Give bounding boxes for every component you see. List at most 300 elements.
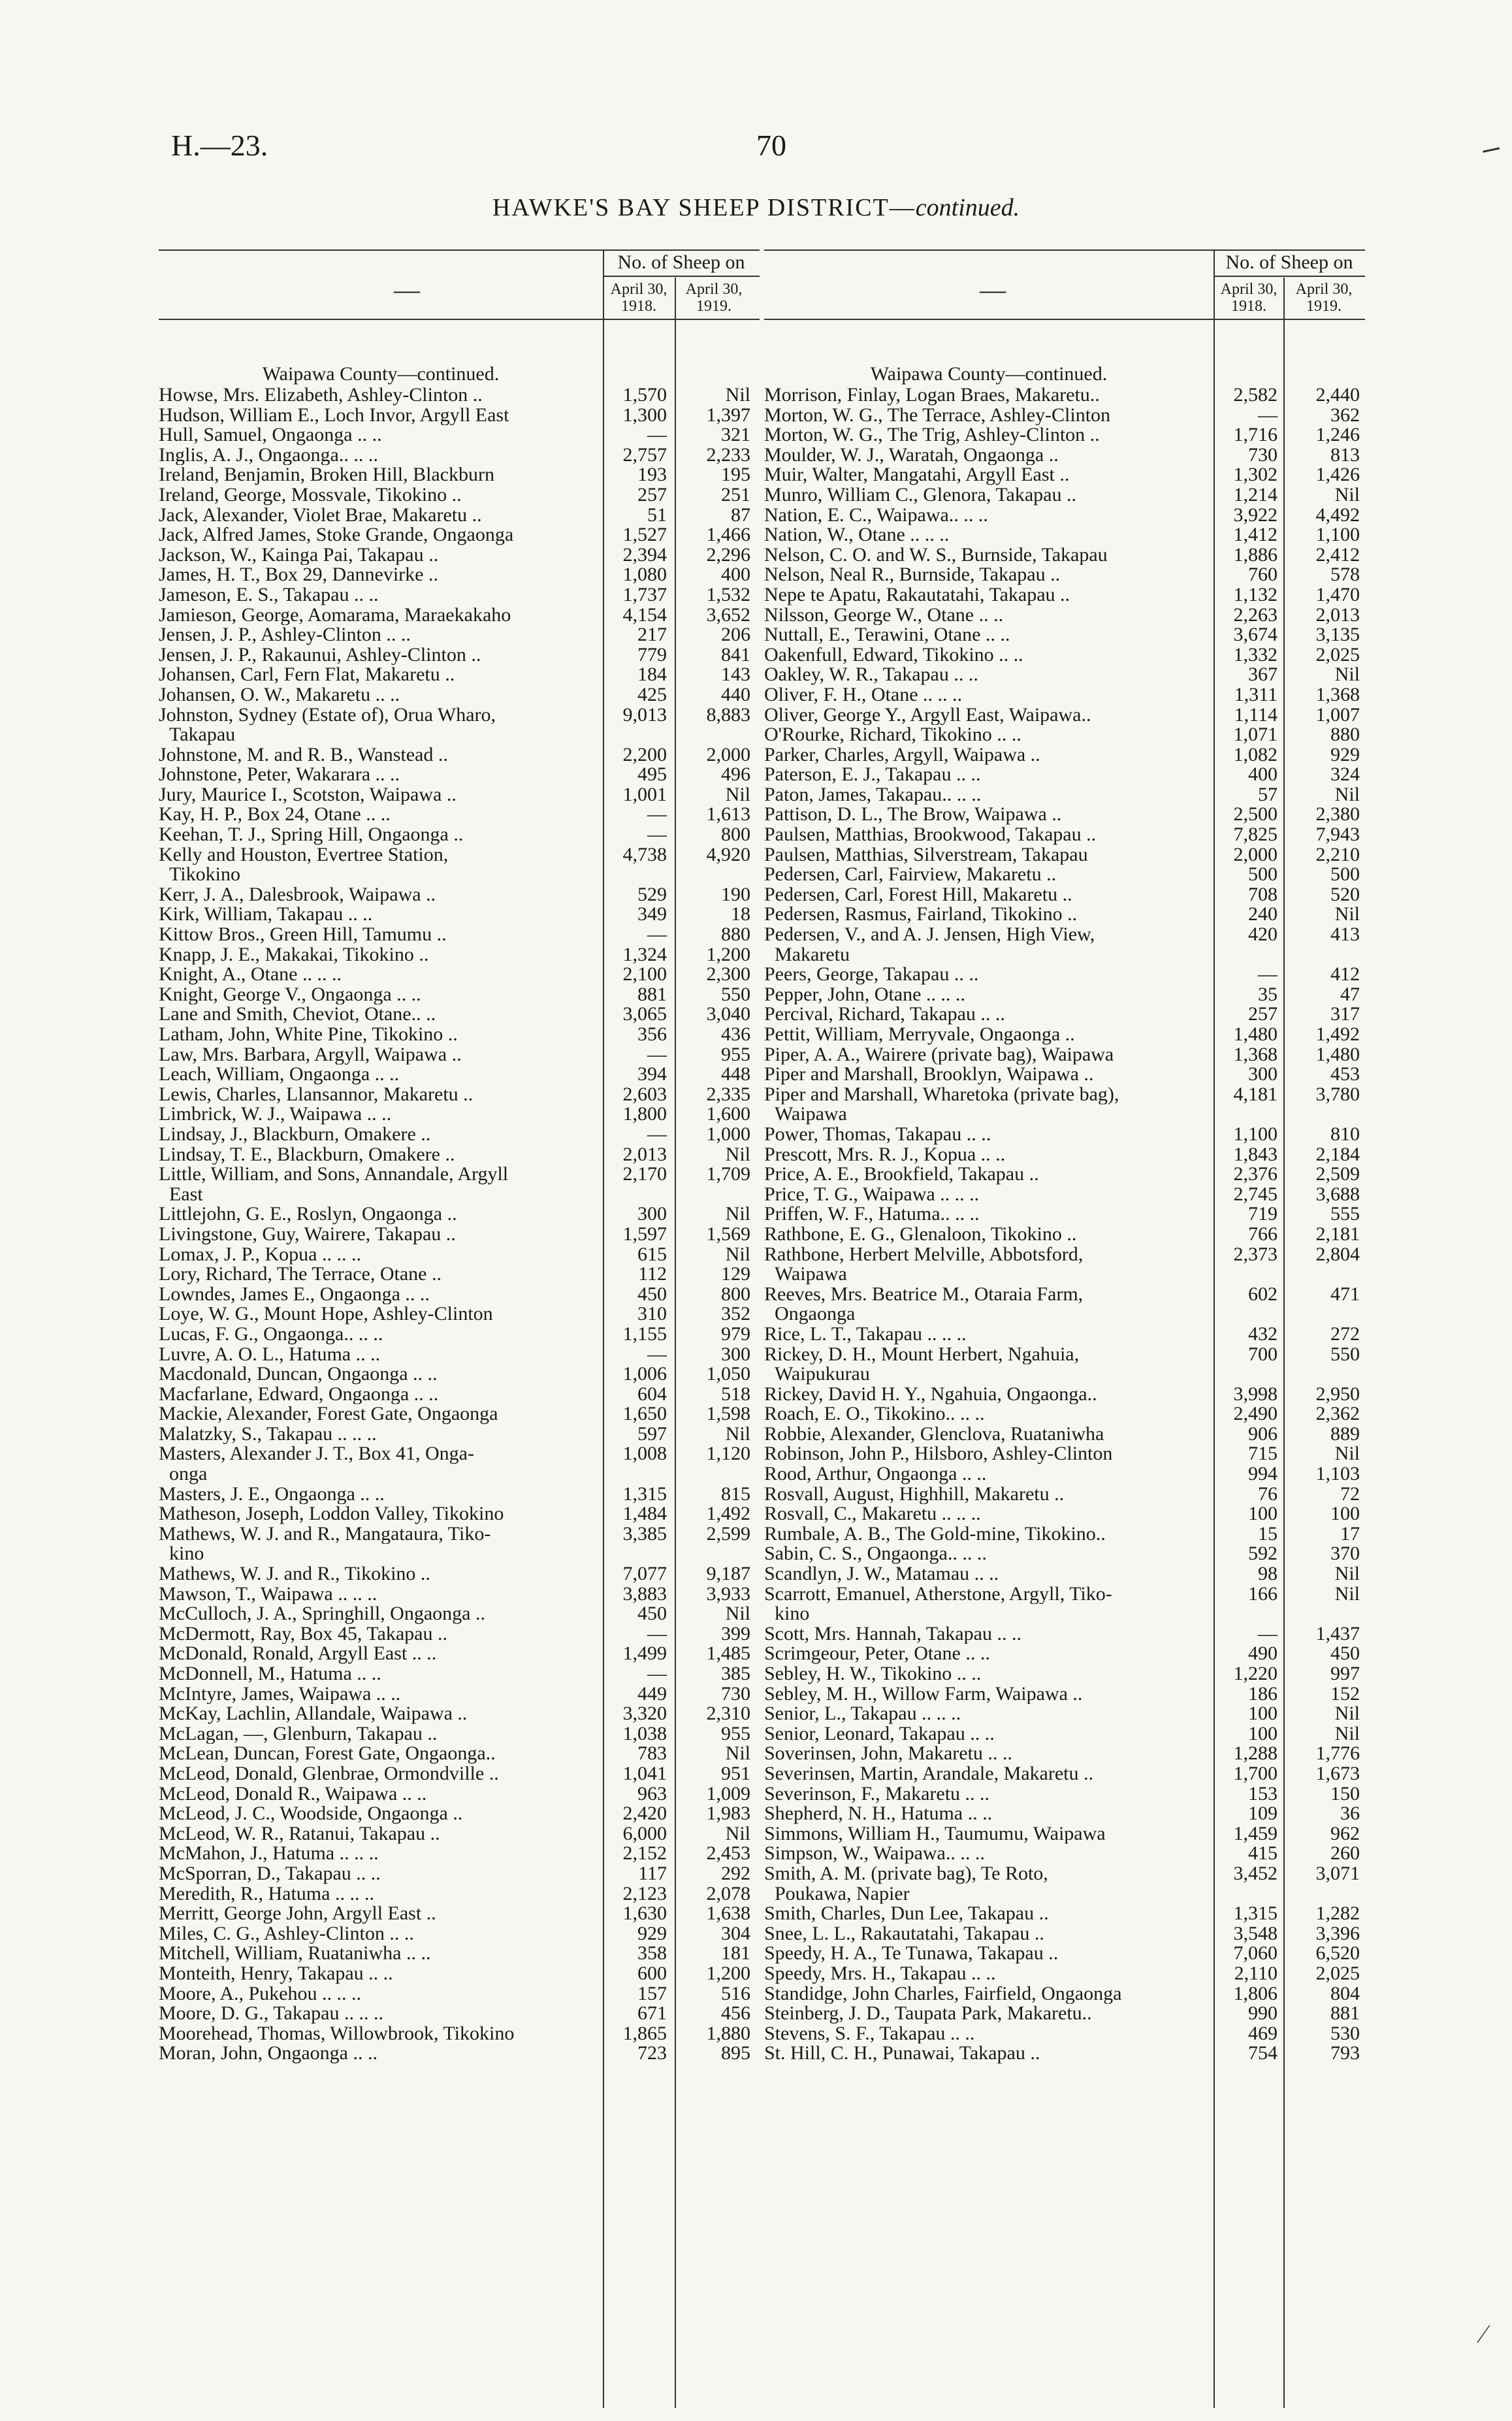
owner-name: Takapau — [169, 725, 236, 745]
table-row — [764, 1804, 1365, 1824]
table-row — [159, 2004, 760, 2024]
table-row — [159, 1345, 760, 1365]
sheep-1919: 962 — [1330, 1822, 1360, 1844]
sheep-1918: 1,886 — [1233, 543, 1278, 566]
owner-name: Soverinsen, John, Makaretu .. .. — [764, 1744, 1012, 1764]
table-row — [159, 1285, 760, 1305]
table-row — [159, 1245, 760, 1265]
table-row — [159, 1204, 760, 1225]
sheep-1919: 292 — [721, 1862, 750, 1884]
owner-name: Oakley, W. R., Takapau .. .. — [764, 665, 978, 685]
owner-name: Jack, Alexander, Violet Brae, Makaretu .. — [159, 505, 482, 526]
sheep-1919: 2,599 — [706, 1522, 750, 1545]
owner-name: Pattison, D. L., The Brow, Waipawa .. — [764, 805, 1062, 826]
header-1918: April 30, 1918. — [610, 281, 668, 315]
sheep-1918: — — [647, 1123, 667, 1145]
owner-name: Kelly and Houston, Evertree Station, — [159, 844, 449, 865]
table-row — [764, 765, 1365, 785]
owner-name: Lowndes, James E., Ongaonga .. .. — [159, 1284, 430, 1305]
sheep-1919: Nil — [1334, 903, 1360, 925]
sheep-1918: — — [647, 1043, 667, 1065]
sheep-1919: Nil — [725, 1243, 750, 1265]
table-row — [159, 1984, 760, 2004]
sheep-1919: 1,569 — [706, 1223, 750, 1245]
sheep-1918: 1,324 — [622, 943, 667, 965]
sheep-1919: 2,025 — [1315, 643, 1360, 665]
owner-name: Morton, W. G., The Trig, Ashley-Clinton .. — [764, 425, 1100, 445]
table-row — [159, 1304, 760, 1324]
sheep-1918: 57 — [1258, 783, 1278, 805]
sheep-1918: 929 — [637, 1922, 667, 1944]
owner-name: Poukawa, Napier — [775, 1884, 910, 1904]
table-row — [159, 1364, 760, 1385]
sheep-1918: 1,527 — [622, 524, 667, 546]
owner-name: Sebley, H. W., Tikokino .. .. — [764, 1664, 982, 1684]
sheep-1919: 450 — [1330, 1643, 1360, 1665]
sheep-1918: — — [1258, 963, 1278, 986]
sheep-1919: 813 — [1330, 443, 1360, 466]
owner-name: McCulloch, J. A., Springhill, Ongaonga .. — [159, 1604, 485, 1624]
owner-name: Smith, A. M. (private bag), Te Roto, — [764, 1863, 1048, 1884]
table-row — [159, 1964, 760, 1984]
sheep-1918: 604 — [637, 1383, 667, 1405]
table-row — [159, 1884, 760, 1904]
sheep-1918: 1,484 — [622, 1503, 667, 1525]
table-row — [764, 825, 1365, 845]
sheep-1919: 1,480 — [1315, 1043, 1360, 1065]
owner-name: Moore, A., Pukehou .. .. .. — [159, 1983, 361, 2004]
sheep-1919: 979 — [721, 1323, 750, 1345]
owner-name: McKay, Lachlin, Allandale, Waipawa .. — [159, 1704, 468, 1724]
particulars-blank: — — [394, 275, 420, 304]
sheep-1918: 1,412 — [1233, 524, 1278, 546]
sheep-1918: 3,385 — [622, 1522, 667, 1545]
sheep-1918: 1,082 — [1233, 743, 1278, 765]
table-row — [159, 545, 760, 566]
owner-name: Paulsen, Matthias, Brookwood, Takapau .. — [764, 825, 1097, 845]
sheep-1919: 895 — [721, 2042, 750, 2064]
sheep-1919: Nil — [1334, 1722, 1360, 1744]
owner-name: Mitchell, William, Ruataniwha .. .. — [159, 1944, 431, 1964]
owner-name: Matheson, Joseph, Loddon Valley, Tikokino — [159, 1504, 504, 1524]
table-row — [159, 1185, 760, 1205]
sheep-1919: 1,673 — [1315, 1762, 1360, 1784]
table-row — [159, 1824, 760, 1844]
table-row — [159, 525, 760, 545]
sheep-1919: 1,532 — [706, 583, 750, 605]
owner-name: Piper and Marshall, Brooklyn, Waipawa .. — [764, 1065, 1094, 1085]
owner-name: Monteith, Henry, Takapau .. .. — [159, 1963, 393, 1984]
sheep-1919: Nil — [725, 783, 750, 805]
sheep-1918: 1,597 — [622, 1223, 667, 1245]
owner-name: Howse, Mrs. Elizabeth, Ashley-Clinton .. — [159, 385, 483, 406]
sheep-1918: 415 — [1248, 1842, 1278, 1865]
owner-name: Leach, William, Ongaonga .. .. — [159, 1065, 400, 1085]
table-row — [764, 1045, 1365, 1065]
table-row — [159, 785, 760, 805]
table-row — [159, 1544, 760, 1564]
sheep-1918: 310 — [637, 1303, 667, 1325]
owner-name: Lucas, F. G., Ongaonga.. .. .. — [159, 1324, 383, 1345]
sheep-1918: 98 — [1258, 1563, 1278, 1585]
sheep-1919: 436 — [721, 1023, 750, 1045]
owner-name: Moorehead, Thomas, Willowbrook, Tikokino — [159, 2023, 515, 2044]
sheep-1919: 100 — [1330, 1503, 1360, 1525]
table-row — [764, 525, 1365, 545]
table-row — [764, 585, 1365, 605]
sheep-1918: 100 — [1248, 1722, 1278, 1744]
sheep-1918: 2,100 — [622, 963, 667, 986]
owner-name: Knight, George V., Ongaonga .. .. — [159, 984, 421, 1005]
sheep-1919: 7,943 — [1315, 824, 1360, 846]
sheep-1919: 440 — [721, 683, 750, 705]
table-row — [764, 1324, 1365, 1345]
sheep-1918: 1,114 — [1234, 703, 1278, 726]
right-column — [764, 242, 1365, 2403]
sheep-1918: 76 — [1258, 1483, 1278, 1505]
owner-name: Nation, E. C., Waipawa.. .. .. — [764, 505, 988, 526]
table-row — [159, 1924, 760, 1944]
owner-name: Littlejohn, G. E., Roslyn, Ongaonga .. — [159, 1204, 457, 1225]
table-row — [159, 1624, 760, 1644]
table-row — [764, 845, 1365, 865]
sheep-1918: — — [647, 1663, 667, 1684]
sheep-1918: 1,700 — [1233, 1762, 1278, 1784]
sheep-1918: 257 — [637, 483, 667, 505]
sheep-1919: 2,412 — [1315, 543, 1360, 566]
owner-name: Senior, Leonard, Takapau .. .. — [764, 1724, 995, 1744]
sheep-1918: 1,800 — [622, 1103, 667, 1125]
table-row — [764, 925, 1365, 945]
owner-name: Simpson, W., Waipawa.. .. .. — [764, 1844, 985, 1864]
sheep-1919: 2,950 — [1315, 1383, 1360, 1405]
sheep-1919: 500 — [1330, 863, 1360, 886]
sheep-1918: 257 — [1248, 1003, 1278, 1025]
sheep-1918: 700 — [1248, 1343, 1278, 1365]
sheep-1918: 500 — [1248, 863, 1278, 886]
owner-name: Rosvall, C., Makaretu .. .. .. — [764, 1504, 981, 1524]
owner-name: Lindsay, T. E., Blackburn, Omakere .. — [159, 1144, 455, 1165]
margin-mark-bottom: ⁄ — [1481, 2319, 1486, 2349]
sheep-1919: Nil — [1334, 664, 1360, 686]
sheep-1918: 990 — [1248, 2002, 1278, 2025]
table-row — [159, 1424, 760, 1445]
table-row — [764, 1864, 1365, 1884]
sheep-1918: 9,013 — [622, 703, 667, 726]
sheep-1918: 1,315 — [622, 1483, 667, 1505]
page-number: 70 — [756, 129, 786, 162]
sheep-1918: 300 — [637, 1203, 667, 1225]
owner-name: Inglis, A. J., Ongaonga.. .. .. — [159, 445, 378, 466]
table-row — [764, 1964, 1365, 1984]
table-row — [159, 665, 760, 685]
owner-name: McLeod, Donald, Glenbrae, Ormondville .. — [159, 1763, 499, 1784]
sheep-1918: 1,300 — [622, 404, 667, 426]
sheep-1918: 300 — [1248, 1063, 1278, 1085]
title-continued: continued. — [915, 194, 1020, 221]
owner-name: Kirk, William, Takapau .. .. — [159, 905, 373, 925]
owner-name: Robinson, John P., Hilsboro, Ashley-Clinton — [764, 1444, 1113, 1465]
table-row — [159, 1664, 760, 1684]
sheep-1918: 2,394 — [622, 543, 667, 566]
sheep-1919: 8,883 — [706, 703, 750, 726]
sheep-1918: 760 — [1248, 564, 1278, 586]
sheep-1919: 321 — [721, 424, 750, 446]
sheep-1919: 399 — [721, 1622, 750, 1644]
table-row — [159, 965, 760, 985]
owner-name: Scrimgeour, Peter, Otane .. .. — [764, 1644, 990, 1664]
sheep-1919: 1,598 — [706, 1403, 750, 1425]
sheep-1919: Nil — [725, 1742, 750, 1765]
sheep-1919: 2,804 — [1315, 1243, 1360, 1265]
owner-name: Kerr, J. A., Dalesbrook, Waipawa .. — [159, 884, 436, 905]
sheep-1918: 1,843 — [1233, 1143, 1278, 1165]
sheep-1918: 51 — [647, 504, 667, 526]
owner-name: Ireland, Benjamin, Broken Hill, Blackburn — [159, 465, 495, 485]
table-row — [764, 1345, 1365, 1365]
sheep-1918: 7,060 — [1233, 1942, 1278, 1964]
sheep-1919: 2,078 — [706, 1882, 750, 1904]
table-row — [159, 945, 760, 965]
sheep-1919: 385 — [721, 1663, 750, 1684]
sheep-1919: 951 — [721, 1762, 750, 1784]
owner-name: Hull, Samuel, Ongaonga .. .. — [159, 425, 382, 445]
sheep-1918: 615 — [637, 1243, 667, 1265]
table-row — [159, 1744, 760, 1764]
table-row — [764, 945, 1365, 965]
owner-name: Rice, L. T., Takapau .. .. .. — [764, 1324, 967, 1345]
table-row — [159, 905, 760, 925]
owner-name: Severinsen, Martin, Arandale, Makaretu .. — [764, 1763, 1094, 1784]
sheep-1919: 3,071 — [1315, 1862, 1360, 1884]
owner-name: Nepe te Apatu, Rakautatahi, Takapau .. — [764, 585, 1070, 605]
particulars-blank: — — [980, 275, 1006, 304]
sheep-1919: 1,246 — [1315, 424, 1360, 446]
owner-name: Stevens, S. F., Takapau .. .. — [764, 2023, 975, 2044]
sheep-1919: 530 — [1330, 2022, 1360, 2044]
sheep-1918: 1,332 — [1233, 643, 1278, 665]
sheep-1918: 2,263 — [1233, 603, 1278, 626]
sheep-1919: 550 — [1330, 1343, 1360, 1365]
table-row — [159, 645, 760, 665]
owner-name: Pedersen, Rasmus, Fairland, Tikokino .. — [764, 905, 1078, 925]
sheep-1919: 496 — [721, 763, 750, 786]
sheep-1918: 2,152 — [622, 1842, 667, 1865]
table-row — [159, 605, 760, 626]
table-row — [764, 1624, 1365, 1644]
sheep-1918: 3,998 — [1233, 1383, 1278, 1405]
sheep-1919: 3,933 — [706, 1582, 750, 1605]
sheep-1919: 87 — [731, 504, 750, 526]
sheep-1919: 793 — [1330, 2042, 1360, 2064]
table-row — [764, 665, 1365, 685]
right-rows — [764, 385, 1365, 2064]
owner-name: Johansen, O. W., Makaretu .. .. — [159, 684, 400, 705]
table-row — [159, 1225, 760, 1245]
sheep-1918: 2,582 — [1233, 384, 1278, 406]
sheep-1919: 448 — [721, 1063, 750, 1085]
owner-name: Jameson, E. S., Takapau .. .. — [159, 585, 379, 605]
table-row — [764, 1824, 1365, 1844]
table-row — [764, 1564, 1365, 1584]
owner-name: Severinson, F., Makaretu .. .. — [764, 1784, 990, 1804]
sheep-1918: 1,737 — [622, 583, 667, 605]
sheep-1919: 1,120 — [706, 1443, 750, 1465]
sheep-1919: 1,100 — [1315, 524, 1360, 546]
owner-name: Muir, Walter, Mangatahi, Argyll East .. — [764, 465, 1070, 485]
owner-name: Lindsay, J., Blackburn, Omakere .. — [159, 1124, 431, 1145]
sheep-1918: — — [647, 923, 667, 946]
sheep-1918: 1,001 — [622, 783, 667, 805]
sheep-1919: 1,437 — [1315, 1622, 1360, 1644]
owner-name: O'Rourke, Richard, Tikokino .. .. — [764, 725, 1021, 745]
table-row — [764, 1424, 1365, 1445]
table-row — [764, 645, 1365, 665]
table-row — [159, 1045, 760, 1065]
sheep-1919: 9,187 — [706, 1563, 750, 1585]
sheep-1918: 4,181 — [1233, 1083, 1278, 1105]
sheep-1919: 190 — [721, 883, 750, 905]
owner-name: Percival, Richard, Takapau .. .. — [764, 1004, 1005, 1025]
sheep-1918: 109 — [1248, 1803, 1278, 1825]
sheep-1918: 715 — [1248, 1443, 1278, 1465]
table-row — [159, 1704, 760, 1724]
table-row — [764, 406, 1365, 426]
owner-name: McLeod, Donald R., Waipawa .. .. — [159, 1784, 427, 1804]
margin-mark-top — [1483, 148, 1502, 165]
sheep-1918: 186 — [1248, 1682, 1278, 1705]
sheep-1919: 800 — [721, 824, 750, 846]
table-row — [159, 585, 760, 605]
sheep-1918: — — [647, 1622, 667, 1644]
sheep-1918: 1,132 — [1233, 583, 1278, 605]
table-row — [159, 1404, 760, 1424]
table-row — [764, 745, 1365, 765]
sheep-1918: 4,738 — [622, 843, 667, 865]
sheep-1918: 100 — [1248, 1703, 1278, 1725]
table-row — [159, 406, 760, 426]
sheep-1918: 2,376 — [1233, 1163, 1278, 1185]
sheep-1919: 2,362 — [1315, 1403, 1360, 1425]
sheep-1918: 490 — [1248, 1643, 1278, 1665]
sheep-1918: 602 — [1248, 1283, 1278, 1305]
table-row — [159, 1724, 760, 1744]
sheep-1919: 324 — [1330, 763, 1360, 786]
sheep-1918: 597 — [637, 1422, 667, 1445]
sheep-1919: 260 — [1330, 1842, 1360, 1865]
sheep-1918: 1,288 — [1233, 1742, 1278, 1765]
sheep-1918: 1,630 — [622, 1902, 667, 1925]
table-row — [159, 1764, 760, 1784]
table-row — [159, 1804, 760, 1824]
sheep-1919: 810 — [1330, 1123, 1360, 1145]
sheep-1919: 1,368 — [1315, 683, 1360, 705]
table-row — [159, 845, 760, 865]
sheep-1918: 1,100 — [1233, 1123, 1278, 1145]
sheep-1918: — — [647, 424, 667, 446]
table-row — [764, 725, 1365, 745]
sheep-1919: 1,426 — [1315, 464, 1360, 486]
table-row — [159, 1604, 760, 1624]
table-row — [764, 1285, 1365, 1305]
table-row — [159, 1085, 760, 1105]
owner-name: Waipukurau — [775, 1364, 870, 1385]
table-row — [764, 1065, 1365, 1085]
table-row — [764, 1125, 1365, 1145]
table-row — [764, 1164, 1365, 1185]
owner-name: Knight, A., Otane .. .. .. — [159, 965, 342, 985]
county-heading: Waipawa County—continued. — [870, 363, 1108, 385]
table-row — [764, 1884, 1365, 1904]
owner-name: Rickey, D. H., Mount Herbert, Ngahuia, — [764, 1344, 1080, 1365]
table-row — [159, 765, 760, 785]
sheep-1919: 2,300 — [706, 963, 750, 986]
sheep-1919: 1,613 — [706, 803, 750, 826]
owner-name: Keehan, T. J., Spring Hill, Ongaonga .. — [159, 825, 464, 845]
table-row — [764, 2004, 1365, 2024]
sheep-1919: 181 — [721, 1942, 750, 1964]
table-row — [159, 1644, 760, 1664]
table-row — [159, 1324, 760, 1345]
sheep-1919: Nil — [725, 1603, 750, 1625]
owner-name: Pedersen, Carl, Fairview, Makaretu .. — [764, 865, 1057, 885]
owner-name: kino — [169, 1544, 204, 1565]
sheep-1918: 394 — [637, 1063, 667, 1085]
sheep-1919: 2,181 — [1315, 1223, 1360, 1245]
owner-name: Sabin, C. S., Ongaonga.. .. .. — [764, 1544, 987, 1565]
sheep-1918: 1,315 — [1233, 1902, 1278, 1925]
sheep-1918: 4,154 — [622, 603, 667, 626]
sheep-1918: 449 — [637, 1682, 667, 1705]
sheep-1919: 1,492 — [706, 1503, 750, 1525]
sheep-1919: 304 — [721, 1922, 750, 1944]
sheep-1919: 815 — [721, 1483, 750, 1505]
sheep-1918: 1,716 — [1233, 424, 1278, 446]
owner-name: Mackie, Alexander, Forest Gate, Ongaonga — [159, 1404, 498, 1424]
sheep-1918: 2,603 — [622, 1083, 667, 1105]
table-row — [159, 685, 760, 705]
owner-name: Parker, Charles, Argyll, Waipawa .. — [764, 745, 1040, 765]
sheep-1919: 800 — [721, 1283, 750, 1305]
sheep-1919: 2,000 — [706, 743, 750, 765]
table-row — [764, 1364, 1365, 1385]
table-row — [159, 625, 760, 645]
sheep-1918: 3,065 — [622, 1003, 667, 1025]
owner-name: Luvre, A. O. L., Hatuma .. .. — [159, 1344, 381, 1365]
owner-name: Roach, E. O., Tikokino.. .. .. — [764, 1404, 985, 1424]
sheep-1919: Nil — [725, 1822, 750, 1844]
owner-name: Macdonald, Duncan, Ongaonga .. .. — [159, 1364, 438, 1385]
table-row — [159, 445, 760, 466]
sheep-1919: 206 — [721, 624, 750, 646]
sheep-1918: 184 — [637, 664, 667, 686]
sheep-1919: 1,050 — [706, 1363, 750, 1385]
owner-name: Piper and Marshall, Wharetoka (private bag), — [764, 1084, 1119, 1105]
owner-name: Nelson, C. O. and W. S., Burnside, Takapau — [764, 545, 1108, 566]
sheep-1918: 2,757 — [622, 443, 667, 466]
table-row — [159, 865, 760, 885]
owner-name: Jensen, J. P., Rakaunui, Ashley-Clinton .. — [159, 645, 481, 665]
sheep-1918: 754 — [1248, 2042, 1278, 2064]
sheep-1919: 4,920 — [706, 843, 750, 865]
sheep-1919: Nil — [725, 1143, 750, 1165]
table-row — [764, 1924, 1365, 1944]
sheep-1919: 413 — [1330, 923, 1360, 946]
sheep-1919: 2,310 — [706, 1703, 750, 1725]
table-row — [764, 1204, 1365, 1225]
owner-name: Prescott, Mrs. R. J., Kopua .. .. — [764, 1144, 1006, 1165]
sheep-1919: 1,282 — [1315, 1902, 1360, 1925]
